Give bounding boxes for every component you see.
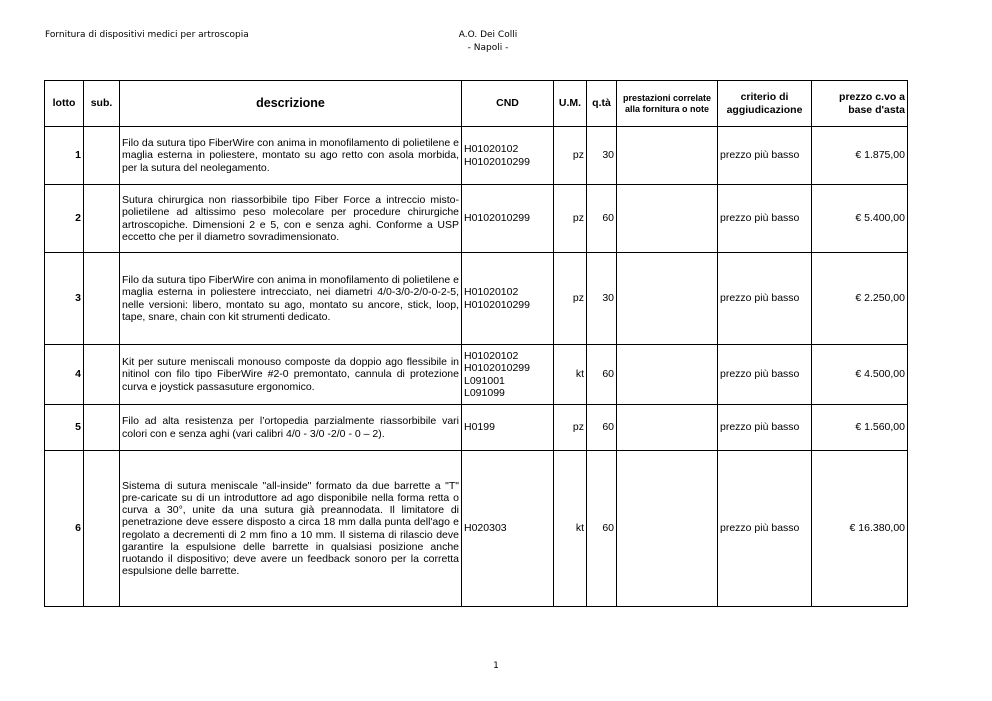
- cell-criterio: prezzo più basso: [718, 185, 812, 253]
- table-row: [45, 253, 908, 345]
- lots-table: [44, 80, 908, 607]
- cell-lotto: 1: [45, 127, 84, 185]
- cell-prezzo: € 1.875,00: [812, 127, 908, 185]
- cell-prestazioni: [617, 185, 718, 253]
- cnd-code: L091099: [464, 386, 505, 399]
- cell-sub: [84, 253, 120, 345]
- cnd-code: H0102010299: [464, 155, 530, 168]
- cell-qta: 60: [587, 405, 617, 451]
- cell-prezzo: € 4.500,00: [812, 345, 908, 405]
- col-header-prestazioni: prestazioni correlate alla fornitura o note: [617, 81, 718, 127]
- cell-cnd: [462, 451, 554, 607]
- cell-um: pz: [554, 185, 587, 253]
- cell-criterio: prezzo più basso: [718, 345, 812, 405]
- cell-lotto: 4: [45, 345, 84, 405]
- cell-prezzo: € 16.380,00: [812, 451, 908, 607]
- cnd-code: H0102010299: [464, 212, 530, 225]
- table-row: [45, 185, 908, 253]
- cell-criterio: prezzo più basso: [718, 451, 812, 607]
- cell-prestazioni: [617, 253, 718, 345]
- table-row: [45, 405, 908, 451]
- cell-um: pz: [554, 127, 587, 185]
- cell-prezzo: € 1.560,00: [812, 405, 908, 451]
- cnd-code: H01020102: [464, 286, 519, 299]
- cell-criterio: prezzo più basso: [718, 127, 812, 185]
- cell-cnd: [462, 405, 554, 451]
- cell-sub: [84, 345, 120, 405]
- cell-lotto: 2: [45, 185, 84, 253]
- cell-criterio: prezzo più basso: [718, 405, 812, 451]
- table-row: [45, 451, 908, 607]
- cell-um: pz: [554, 253, 587, 345]
- cnd-code: H0102010299: [464, 298, 530, 311]
- col-header-um: U.M.: [554, 81, 587, 127]
- cell-cnd: [462, 127, 554, 185]
- col-header-lotto: lotto: [45, 81, 84, 127]
- cell-cnd: [462, 253, 554, 345]
- cell-qta: 30: [587, 127, 617, 185]
- cell-sub: [84, 185, 120, 253]
- table-header-row: [45, 81, 908, 127]
- institution-city: - Napoli -: [467, 43, 509, 53]
- cell-qta: 60: [587, 185, 617, 253]
- cell-descrizione: Sutura chirurgica non riassorbibile tipo Fiber Force a intreccio misto-polietilene ad altissimo peso molecolare per procedure chirurgiche artroscopiche. Dimensioni 2 e 5, con e senza aghi. Conforme a USP eccetto che per il diametro sovradimensionato.: [120, 185, 462, 253]
- cell-lotto: 3: [45, 253, 84, 345]
- col-header-cnd: CND: [462, 81, 554, 127]
- cell-prestazioni: [617, 451, 718, 607]
- table-row: [45, 345, 908, 405]
- cell-prestazioni: [617, 127, 718, 185]
- cell-cnd: [462, 185, 554, 253]
- col-header-qta: q.tà: [587, 81, 617, 127]
- cell-descrizione: Filo da sutura tipo FiberWire con anima in monofilamento di polietilene e maglia esterna in poliestere, montato su ago retto con asola morbida, per la sutura del neolegamento.: [120, 127, 462, 185]
- cell-qta: 30: [587, 253, 617, 345]
- cell-descrizione: Filo ad alta resistenza per l’ortopedia parzialmente riassorbibile vari colori con e senza aghi (vari calibri 4/0 - 3/0 -2/0 - 0 – 2).: [120, 405, 462, 451]
- cell-qta: 60: [587, 345, 617, 405]
- cell-prestazioni: [617, 345, 718, 405]
- institution-header: [448, 29, 528, 55]
- col-header-descrizione: descrizione: [120, 81, 462, 127]
- cnd-code: L091001: [464, 374, 505, 387]
- col-header-sub: sub.: [84, 81, 120, 127]
- table-row: [45, 127, 908, 185]
- cnd-code: H020303: [464, 522, 507, 535]
- cell-descrizione: Sistema di sutura meniscale "all-inside" formato da due barrette a "T" pre-caricate su di un introduttore ad ago disponibile nella forma retta o curva a 30°, unite da una sutura già preannodata. Il limitatore di penetrazione deve essere disposto a circa 18 mm dalla punta dell'ago e regolato a decrementi di 2 mm fino a 10 mm. Il sistema di rilascio deve garantire la espulsione delle barrette in qualsiasi posizione anche ruotando il dispositivo; deve avere un feedback sonoro per la corretta espulsione delle barrette.: [120, 451, 462, 607]
- cell-descrizione: Filo da sutura tipo FiberWire con anima in monofilamento di polietilene e maglia esterna in poliestere intrecciato, nei diametri 4/0-3/0-2/0-0-2-5, nelle versioni: libero, montato su ago, montato su ancore, stick, loop, tape, snare, chain con kit strumenti dedicato.: [120, 253, 462, 345]
- cell-um: pz: [554, 405, 587, 451]
- cell-prezzo: € 2.250,00: [812, 253, 908, 345]
- cnd-code: H0199: [464, 421, 495, 434]
- page-number: 1: [493, 661, 499, 671]
- cell-criterio: prezzo più basso: [718, 253, 812, 345]
- cnd-code: H0102010299: [464, 362, 530, 375]
- cell-lotto: 5: [45, 405, 84, 451]
- cell-lotto: 6: [45, 451, 84, 607]
- cell-sub: [84, 127, 120, 185]
- col-header-prezzo: prezzo c.vo a base d'asta: [812, 81, 908, 127]
- cell-sub: [84, 451, 120, 607]
- col-header-criterio: criterio di aggiudicazione: [718, 81, 812, 127]
- cell-cnd: [462, 345, 554, 405]
- cell-prezzo: € 5.400,00: [812, 185, 908, 253]
- cell-um: kt: [554, 451, 587, 607]
- cell-um: kt: [554, 345, 587, 405]
- cell-qta: 60: [587, 451, 617, 607]
- document-subject: Fornitura di dispositivi medici per artroscopia: [45, 30, 249, 40]
- cnd-code: H01020102: [464, 350, 519, 363]
- cell-prestazioni: [617, 405, 718, 451]
- cell-sub: [84, 405, 120, 451]
- cell-descrizione: Kit per suture meniscali monouso composte da doppio ago flessibile in nitinol con filo tipo FiberWire #2-0 premontato, cannula di protezione curva e joystick passasuture ergonomico.: [120, 345, 462, 405]
- cnd-code: H01020102: [464, 143, 519, 156]
- institution-name: A.O. Dei Colli: [458, 30, 518, 40]
